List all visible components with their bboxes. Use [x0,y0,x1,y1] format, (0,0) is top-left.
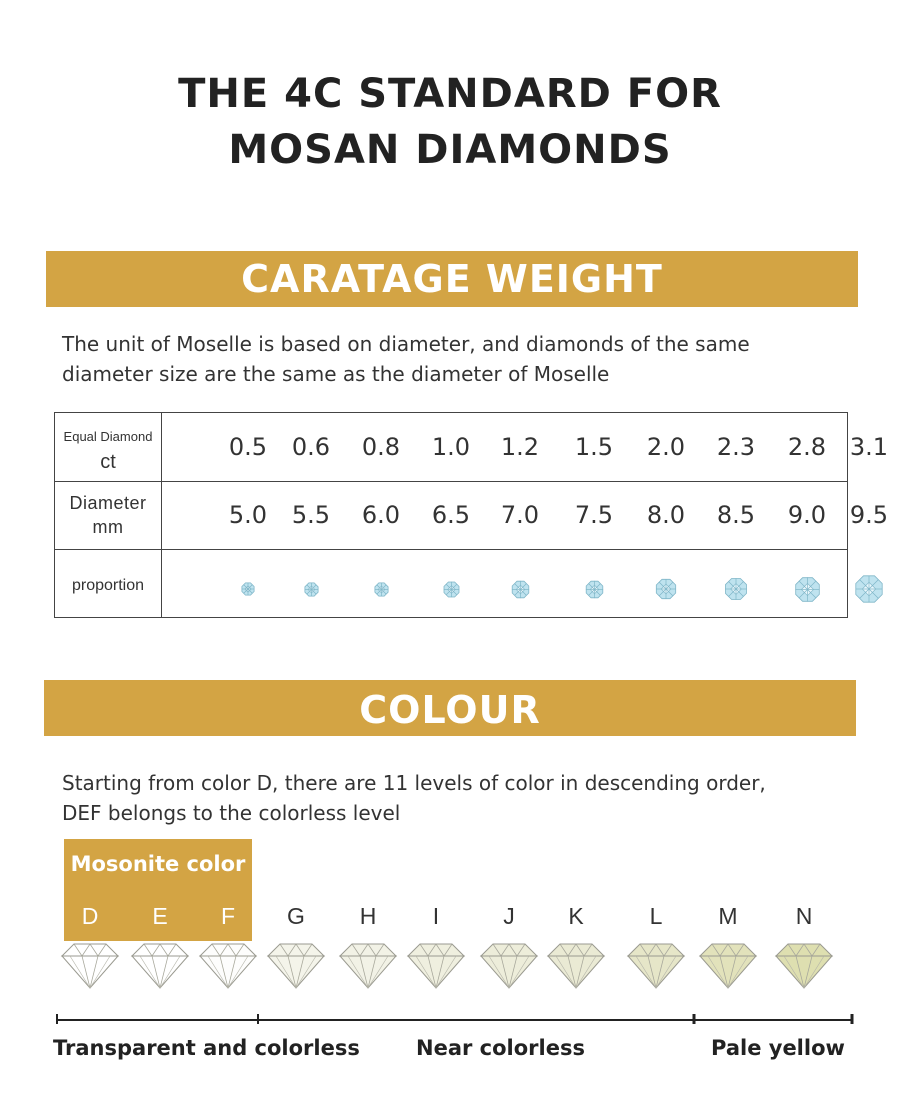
carat-row-ct [55,413,889,482]
category-near-colorless: Near colorless [416,1036,585,1060]
colour-diamond-icon [126,938,194,995]
mm-value-cell: 6.5 [431,501,471,529]
mm-value-cell: 9.5 [849,501,889,529]
colour-diamond-icon [402,938,470,995]
caratage-weight-banner: CARATAGE WEIGHT [46,251,858,307]
ct-value-cell: 2.8 [787,433,827,461]
grade-label-e: E [152,903,168,929]
title-line-1: THE 4C STANDARD FOR [178,71,722,117]
ct-label: ct [100,451,116,473]
mm-value-cell: 8.0 [646,501,686,529]
proportion-diamond-icon [655,578,677,605]
ct-value-cell: 2.0 [646,433,686,461]
ct-value-cell: 2.3 [716,433,756,461]
grade-label-i: I [432,903,440,929]
colour-diamond-icon [56,938,124,995]
mm-value-cell: 8.5 [716,501,756,529]
equal-diamond-label: Equal Diamond [63,429,153,444]
ct-value-cell: 1.2 [500,433,540,461]
ct-value-cell: 1.5 [574,433,614,461]
mm-value-cell: 6.0 [361,501,401,529]
proportion-diamond-icon [854,574,884,609]
category-pale-yellow: Pale yellow [711,1036,845,1060]
proportion-diamond-icon [724,577,748,606]
grade-label-d: D [81,903,99,929]
title-line-2: MOSAN DIAMONDS [228,127,672,173]
proportion-diamond-icon [443,581,460,603]
colour-diamond-icon [475,938,543,995]
caratage-description-line-1: The unit of Moselle is based on diameter, and diamonds of the same [62,332,750,356]
colour-diamond-icon [262,938,330,995]
grade-label-h: H [359,903,377,929]
grade-label-j: J [503,903,515,929]
ct-value-cell: 0.8 [361,433,401,461]
carat-row-proportion [55,549,847,617]
colour-diamond-icon [622,938,690,995]
mosonite-color-label: Mosonite color [70,852,246,876]
colour-diamond-icon [542,938,610,995]
colour-diamond-icon [194,938,262,995]
colour-scale-bar [56,1014,854,1026]
diameter-label: Diameter mm [69,493,147,537]
colour-description [62,768,862,828]
ct-value-cell: 0.5 [228,433,268,461]
colour-banner: COLOUR [44,680,856,736]
grade-label-g: G [287,903,305,929]
grade-label-m: M [718,903,738,929]
colour-diamond-icon [334,938,402,995]
mm-value-cell: 5.5 [291,501,331,529]
colour-description-line-2: DEF belongs to the colorless level [62,801,401,825]
ct-value-cell: 0.6 [291,433,331,461]
proportion-diamond-icon [374,582,389,602]
proportion-diamond-icon [304,582,319,602]
mm-value-cell: 5.0 [228,501,268,529]
colour-diamond-icon [770,938,838,995]
proportion-diamond-icon [511,580,530,604]
carat-table [54,412,889,618]
grade-label-k: K [568,903,584,929]
proportion-diamond-icon [794,576,821,608]
mm-value-cell: 7.5 [574,501,614,529]
ct-value-cell: 1.0 [431,433,471,461]
category-transparent-colorless: Transparent and colorless [53,1036,360,1060]
grade-label-f: F [220,903,236,929]
colour-diamond-icon [694,938,762,995]
carat-row-diameter [55,481,889,550]
grade-label-n: N [795,903,813,929]
mm-value-cell: 9.0 [787,501,827,529]
page-title [0,66,900,178]
grade-label-l: L [649,903,663,929]
caratage-description [62,329,862,389]
colour-description-line-1: Starting from color D, there are 11 levels of color in descending order, [62,771,766,795]
caratage-description-line-2: diameter size are the same as the diameter of Moselle [62,362,610,386]
proportion-label: proportion [71,577,145,594]
mm-value-cell: 7.0 [500,501,540,529]
proportion-diamond-icon [585,580,604,604]
ct-value-cell: 3.1 [849,433,889,461]
proportion-diamond-icon [241,582,255,601]
